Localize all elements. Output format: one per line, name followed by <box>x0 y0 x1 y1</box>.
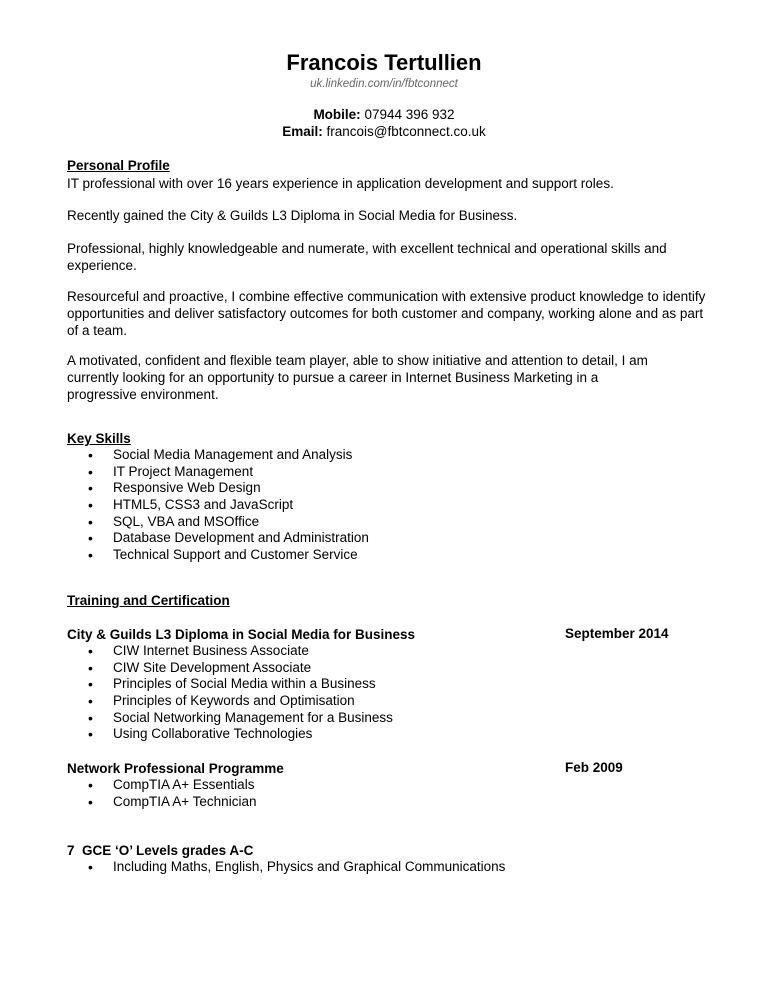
profile-heading: Personal Profile <box>67 158 170 173</box>
training-item: • Principles of Keywords and Optimisation <box>67 693 393 710</box>
skill-item: • Social Media Management and Analysis <box>67 447 369 464</box>
profile-paragraph: Recently gained the City & Guilds L3 Diploma in Social Media for Business. <box>67 208 518 223</box>
profile-paragraph: Resourceful and proactive, I combine effective communication with extensive product knowledge to identify opportunities and deliver satisfactory outcomes for both customer and company, working alone and as part of a team. <box>67 289 706 338</box>
training-item: • CIW Internet Business Associate <box>67 643 393 660</box>
training-entry-list <box>67 859 505 876</box>
skill-item: • Technical Support and Customer Service <box>67 547 369 564</box>
skills-heading: Key Skills <box>67 431 131 446</box>
skill-item: • SQL, VBA and MSOffice <box>67 514 369 531</box>
training-entry-list <box>67 643 393 743</box>
training-item: • CompTIA A+ Essentials <box>67 777 256 794</box>
linkedin-link[interactable]: uk.linkedin.com/in/fbtconnect <box>310 78 458 90</box>
training-item: • Using Collaborative Technologies <box>67 726 393 743</box>
training-entry-date: Feb 2009 <box>565 760 623 775</box>
email-line <box>0 124 768 139</box>
mobile-line <box>0 107 768 122</box>
candidate-name: Francois Tertullien <box>286 50 482 75</box>
training-item: • CompTIA A+ Technician <box>67 794 256 811</box>
profile-paragraph: Professional, highly knowledgeable and numerate, with excellent technical and operational skills and experience. <box>67 241 667 273</box>
profile-paragraph: A motivated, confident and flexible team player, able to show initiative and attention to detail, I am currently looking for an opportunity to pursue a career in Internet Business Marketing in a progressive environment. <box>67 353 648 402</box>
training-heading: Training and Certification <box>67 593 230 608</box>
skill-item: • Database Development and Administration <box>67 530 369 547</box>
skill-item: • HTML5, CSS3 and JavaScript <box>67 497 369 514</box>
training-item: • Social Networking Management for a Business <box>67 710 393 727</box>
training-item: • CIW Site Development Associate <box>67 660 393 677</box>
email-value[interactable]: francois@fbtconnect.co.uk <box>326 124 486 139</box>
training-entry-title: Network Professional Programme <box>67 761 284 776</box>
mobile-value: 07944 396 932 <box>364 107 455 122</box>
email-label: Email: <box>282 124 323 139</box>
skill-item: • IT Project Management <box>67 464 369 481</box>
training-item: • Principles of Social Media within a Business <box>67 676 393 693</box>
skill-item: • Responsive Web Design <box>67 480 369 497</box>
training-entry-title: City & Guilds L3 Diploma in Social Media for Business <box>67 627 416 642</box>
training-item: • Including Maths, English, Physics and Graphical Communications <box>67 859 505 876</box>
profile-paragraph: IT professional with over 16 years experience in application development and support roles. <box>67 176 614 191</box>
training-entry-title: 7 GCE ‘O’ Levels grades A-C <box>67 843 254 858</box>
training-entry-date: September 2014 <box>565 626 669 641</box>
skills-list <box>67 447 369 564</box>
mobile-label: Mobile: <box>313 107 361 122</box>
training-entry-list <box>67 777 256 810</box>
